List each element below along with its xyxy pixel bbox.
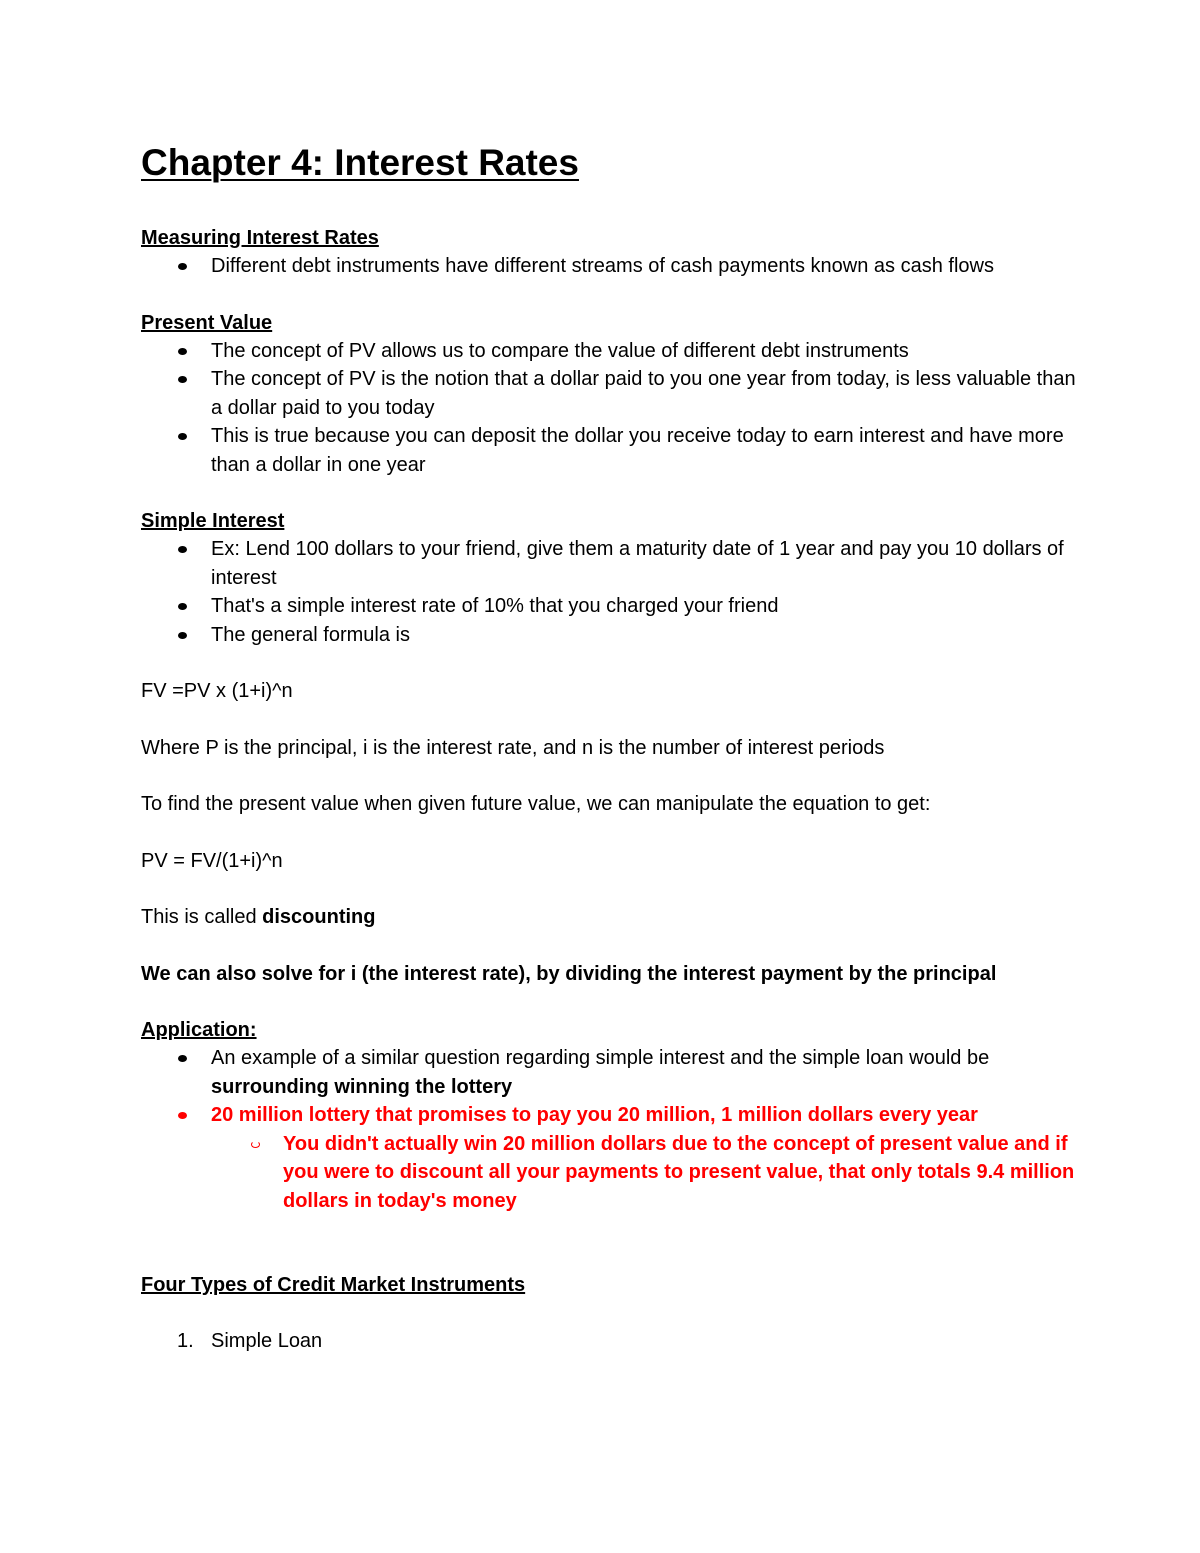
bullet-icon — [178, 1112, 187, 1119]
list-item: Different debt instruments have different streams of cash payments known as cash flows — [141, 252, 1081, 281]
list-item: Ex: Lend 100 dollars to your friend, give them a maturity date of 1 year and pay you 10 dollars of interest — [141, 535, 1081, 592]
discounting-sentence: This is called discounting — [141, 906, 376, 928]
numbered-list-four-types — [141, 1327, 1081, 1356]
page-title: Chapter 4: Interest Rates — [141, 142, 579, 183]
discounting-term: discounting — [262, 906, 376, 928]
solve-for-i-note: We can also solve for i (the interest rate), by dividing the interest payment by the principal — [141, 962, 997, 985]
section-heading-application: Application: — [141, 1019, 257, 1041]
bullet-icon — [178, 603, 187, 610]
list-item: The concept of PV is the notion that a dollar paid to you one year from today, is less valuable than a dollar paid to you today — [141, 365, 1081, 422]
bullet-list-present-value — [141, 337, 1081, 480]
bullet-list-measuring — [141, 252, 1081, 281]
bullet-list-simple-interest — [141, 535, 1081, 649]
sub-bullet-list-application — [141, 1130, 1081, 1216]
bullet-icon — [178, 433, 187, 440]
list-item: The concept of PV allows us to compare the value of different debt instruments — [141, 337, 1081, 366]
section-heading-present-value: Present Value — [141, 311, 273, 334]
bullet-icon — [178, 546, 187, 553]
hollow-bullet-icon — [251, 1141, 260, 1148]
numbered-list-item: 1. Simple Loan — [141, 1327, 1081, 1356]
section-heading-simple-interest: Simple Interest — [141, 510, 285, 532]
sub-list-item: You didn't actually win 20 million dollars due to the concept of present value and if you were to discount all your payments to present value, that only totals 9.4 million dollars in today's money — [141, 1130, 1081, 1216]
bullet-icon — [178, 632, 187, 639]
formula-future-value: FV =PV x (1+i)^n — [141, 680, 293, 702]
bullet-list-application — [141, 1044, 1081, 1130]
bullet-icon — [178, 1055, 187, 1062]
list-item: That's a simple interest rate of 10% that you charged your friend — [141, 592, 1081, 621]
bullet-icon — [178, 263, 187, 270]
present-value-intro: To find the present value when given future value, we can manipulate the equation to get: — [141, 793, 931, 815]
formula-present-value: PV = FV/(1+i)^n — [141, 849, 283, 872]
formula-explanation: Where P is the principal, i is the interest rate, and n is the number of interest periods — [141, 736, 885, 759]
section-heading-four-types: Four Types of Credit Market Instruments — [141, 1274, 526, 1296]
list-item-highlight: 20 million lottery that promises to pay you 20 million, 1 million dollars every year — [141, 1101, 1081, 1130]
list-item: The general formula is — [141, 621, 1081, 650]
list-item: An example of a similar question regarding simple interest and the simple loan would be surrounding winning the lottery — [141, 1044, 1081, 1101]
bullet-icon — [178, 348, 187, 355]
bullet-icon — [178, 376, 187, 383]
list-item: This is true because you can deposit the dollar you receive today to earn interest and have more than a dollar in one year — [141, 422, 1081, 479]
document-page — [141, 138, 1081, 1356]
list-number: 1. — [177, 1330, 194, 1352]
section-heading-measuring: Measuring Interest Rates — [141, 227, 379, 249]
